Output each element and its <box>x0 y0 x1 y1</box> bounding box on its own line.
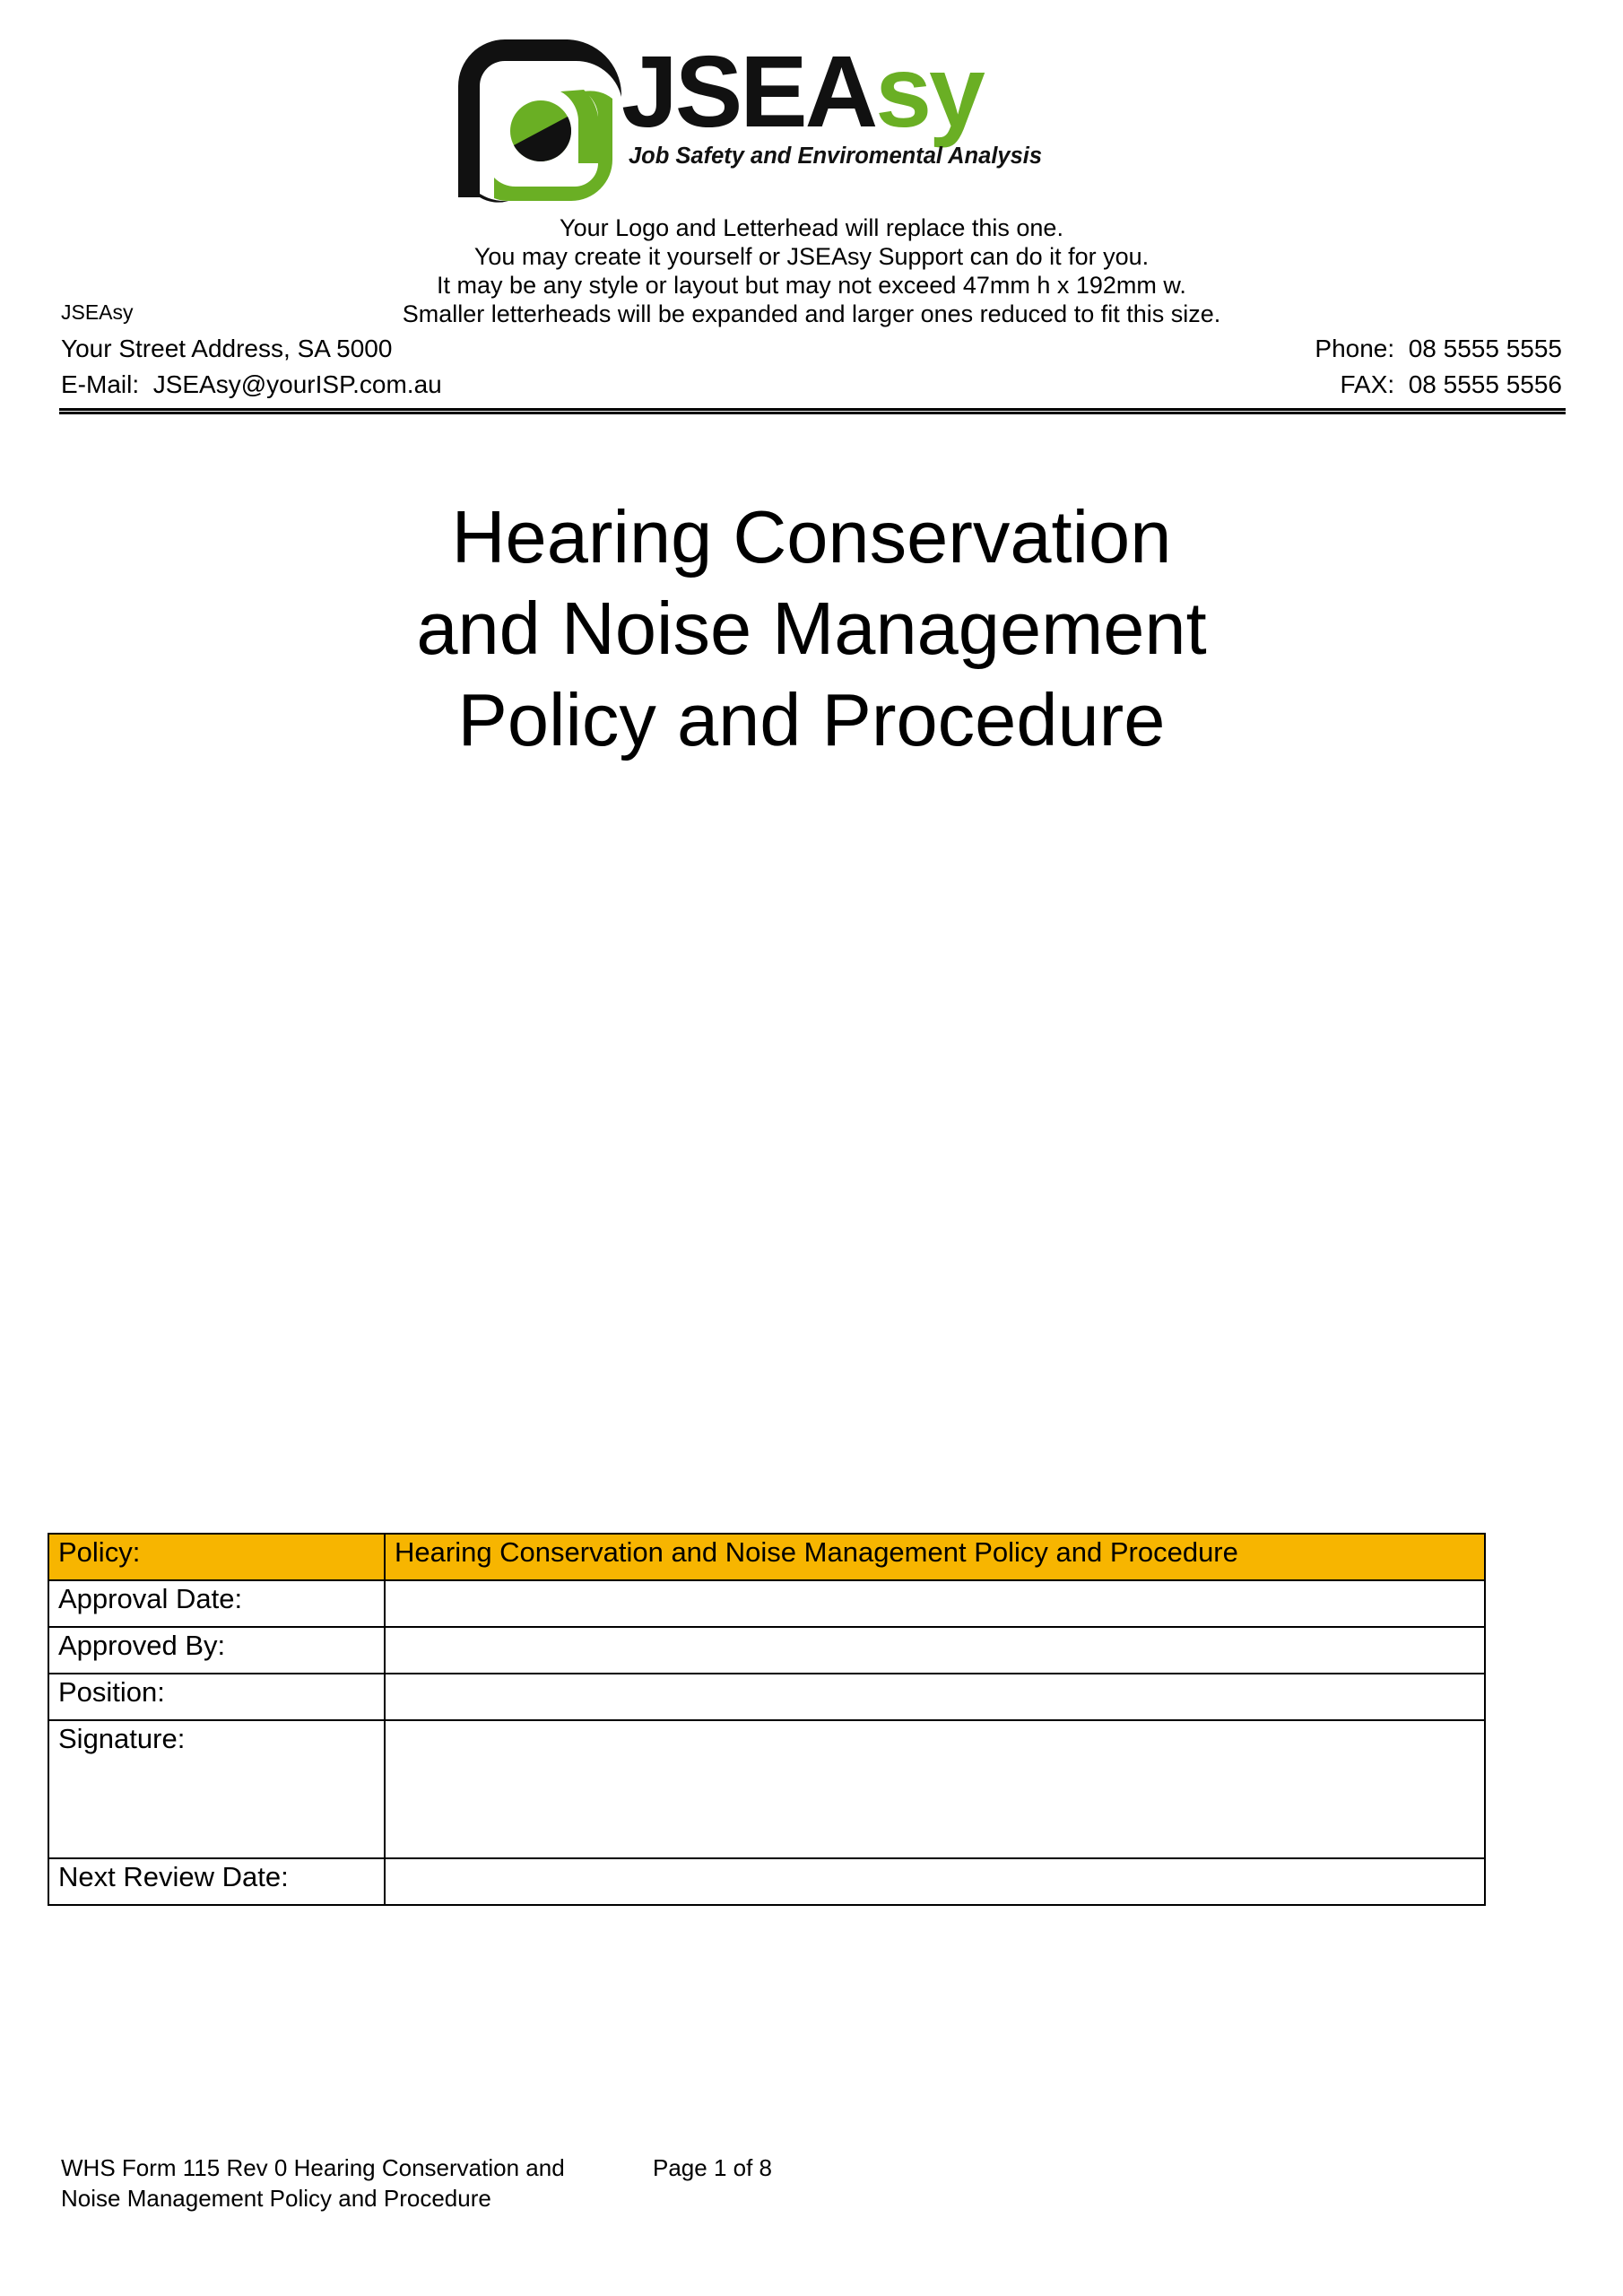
letterhead-instruction-line-3: It may be any style or layout but may not exceed 47mm h x 192mm w. <box>437 272 1186 299</box>
letterhead-instruction-line-2: You may create it yourself or JSEAsy Support can do it for you. <box>473 243 1150 270</box>
table-cell-label-signature: Signature: <box>48 1720 385 1858</box>
table-cell-label-approval-date: Approval Date: <box>48 1580 385 1627</box>
phone-label: Phone: <box>1315 335 1395 362</box>
table-cell-label-next-review-date: Next Review Date: <box>48 1858 385 1905</box>
table-cell-label-approved-by: Approved By: <box>48 1627 385 1674</box>
table-cell-value-approved-by[interactable] <box>385 1627 1485 1674</box>
company-name: JSEAsy <box>61 300 134 324</box>
footer-page-number: Page 1 of 8 <box>653 2154 772 2181</box>
footer-form-reference <box>61 2152 617 2213</box>
page-title-line-2: and Noise Management <box>416 587 1207 670</box>
table-cell-label-position: Position: <box>48 1674 385 1720</box>
letterhead <box>0 0 1623 398</box>
fax-label: FAX: <box>1340 370 1395 398</box>
company-fax <box>1340 372 1562 397</box>
page-footer <box>61 2152 1567 2233</box>
jseasy-eye-icon <box>453 34 623 204</box>
approval-table <box>48 1533 1486 1906</box>
page-title-line-3: Policy and Procedure <box>457 678 1166 761</box>
table-cell-value-position[interactable] <box>385 1674 1485 1720</box>
footer-form-reference-line-2: Noise Management Policy and Procedure <box>61 2185 491 2212</box>
email-value: JSEAsy@yourISP.com.au <box>152 370 442 398</box>
company-logo <box>453 34 1134 204</box>
table-row <box>48 1534 1485 1580</box>
table-row <box>48 1674 1485 1720</box>
email-label: E-Mail: <box>61 370 140 398</box>
table-cell-value-next-review-date[interactable] <box>385 1858 1485 1905</box>
phone-value: 08 5555 5555 <box>1408 335 1562 362</box>
table-cell-value-policy: Hearing Conservation and Noise Management Policy and Procedure <box>385 1534 1485 1580</box>
company-phone <box>1315 336 1562 361</box>
company-street-address: Your Street Address, SA 5000 <box>61 335 393 362</box>
header-divider <box>59 408 1566 414</box>
table-row <box>48 1720 1485 1858</box>
letterhead-instruction-line-4: Smaller letterheads will be expanded and larger ones reduced to fit this size. <box>402 300 1221 327</box>
page-title <box>0 491 1623 766</box>
logo-wordmark <box>621 35 983 148</box>
table-row <box>48 1858 1485 1905</box>
company-email <box>61 372 442 397</box>
table-cell-label-policy: Policy: <box>48 1534 385 1580</box>
table-row <box>48 1580 1485 1627</box>
logo-wordmark-green: sy <box>875 35 983 148</box>
logo-wordmark-dark: JSEA <box>621 35 876 148</box>
table-cell-value-approval-date[interactable] <box>385 1580 1485 1627</box>
table-cell-value-signature[interactable] <box>385 1720 1485 1858</box>
logo-tagline: Job Safety and Enviromental Analysis <box>629 144 1043 169</box>
page-title-line-1: Hearing Conservation <box>451 495 1172 578</box>
fax-value: 08 5555 5556 <box>1408 370 1562 398</box>
letterhead-instruction-line-1: Your Logo and Letterhead will replace this one. <box>560 214 1063 241</box>
table-row <box>48 1627 1485 1674</box>
footer-form-reference-line-1: WHS Form 115 Rev 0 Hearing Conservation and <box>61 2154 565 2181</box>
letterhead-instructions <box>0 213 1623 328</box>
